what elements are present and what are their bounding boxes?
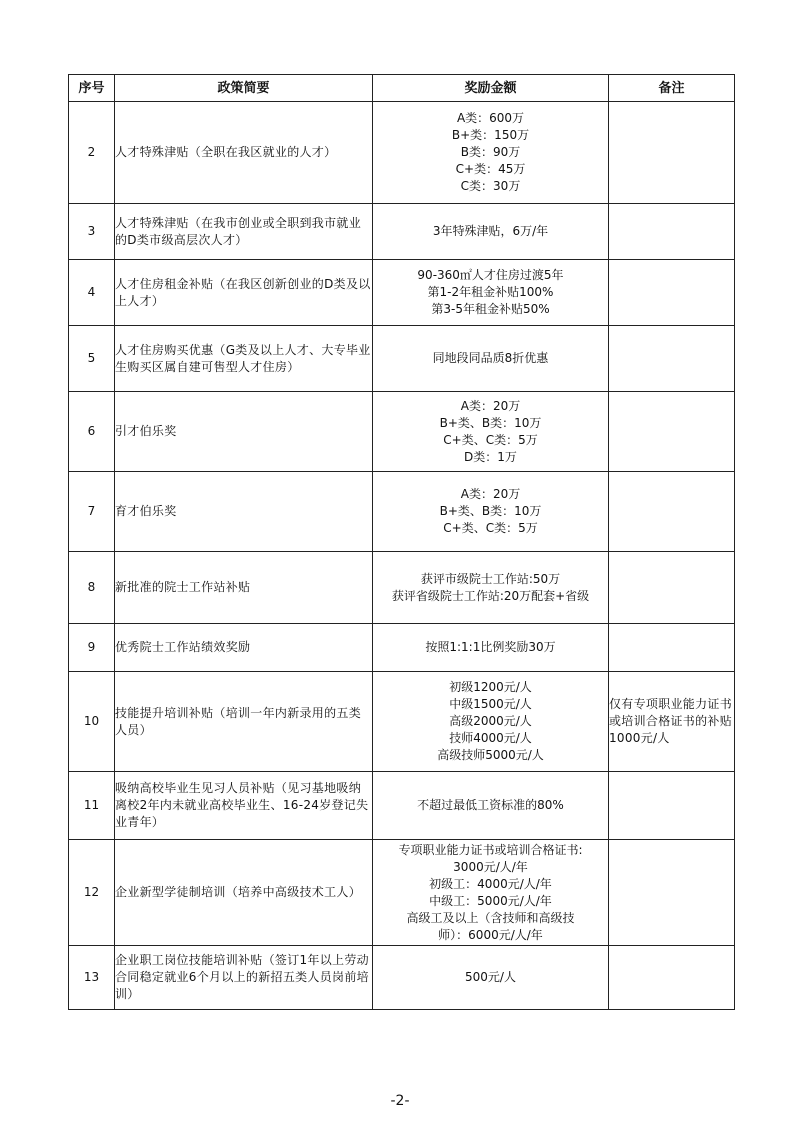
reward-amount [373,326,609,392]
table-row [69,326,735,392]
row-number: 4 [69,260,115,326]
policy-summary: 企业职工岗位技能培训补贴（签订1年以上劳动合同稳定就业6个月以上的新招五类人员岗前培训） [115,946,373,1010]
amount-line: 中级工：5000元/人/年 [429,893,552,908]
amount-line: B+类：150万 [451,128,530,142]
policy-summary: 人才特殊津贴（在我市创业或全职到我市就业的D类市级高层次人才） [115,204,373,260]
amount-line: A类：20万 [460,487,521,501]
note: 仅有专项职业能力证书或培训合格证书的补贴1000元/人 [609,672,735,772]
note [609,102,735,204]
amount-line: 3年特殊津贴，6万/年 [432,224,549,238]
note [609,392,735,472]
policy-summary: 企业新型学徒制培训（培养中高级技术工人） [115,840,373,946]
note [609,552,735,624]
table-row [69,260,735,326]
amount-line: 获评市级院士工作站:50万 [420,571,561,586]
note [609,326,735,392]
reward-amount [373,772,609,840]
table-row [69,102,735,204]
row-number: 6 [69,392,115,472]
amount-line: B+类、B类：10万 [439,504,542,518]
reward-amount [373,840,609,946]
table-row [69,472,735,552]
header-no: 序号 [69,75,115,102]
header-note: 备注 [609,75,735,102]
policy-summary: 新批准的院士工作站补贴 [115,552,373,624]
amount-line: 高级工及以上（含技师和高级技 [406,910,575,925]
amount-line: 第1-2年租金补贴100% [427,285,554,299]
policy-summary: 人才住房购买优惠（G类及以上人才、大专毕业生购买区属自建可售型人才住房） [115,326,373,392]
amount-line: 专项职业能力证书或培训合格证书: [398,842,583,857]
note [609,204,735,260]
table-row [69,840,735,946]
row-number: 10 [69,672,115,772]
amount-line: 获评省级院士工作站:20万配套+省级 [391,588,590,603]
note [609,472,735,552]
row-number: 11 [69,772,115,840]
amount-line: A类：20万 [460,398,521,413]
amount-line: 同地段同品质8折优惠 [432,351,549,365]
header-policy: 政策简要 [115,75,373,102]
amount-line: D类：1万 [464,449,517,464]
row-number: 2 [69,102,115,204]
table-row [69,672,735,772]
reward-amount [373,102,609,204]
note [609,260,735,326]
amount-line: 技师4000元/人 [449,731,532,745]
note [609,624,735,672]
reward-amount [373,204,609,260]
table-row [69,624,735,672]
amount-line: C+类：45万 [455,162,526,176]
row-number: 5 [69,326,115,392]
policy-summary: 引才伯乐奖 [115,392,373,472]
amount-line: 500元/人 [465,970,516,984]
policy-summary: 技能提升培训补贴（培训一年内新录用的五类人员） [115,672,373,772]
policy-summary: 育才伯乐奖 [115,472,373,552]
reward-amount [373,472,609,552]
row-number: 3 [69,204,115,260]
row-number: 9 [69,624,115,672]
amount-line: A类：600万 [456,111,525,125]
reward-amount [373,260,609,326]
amount-line: 高级2000元/人 [449,714,532,728]
policy-summary: 吸纳高校毕业生见习人员补贴（见习基地吸纳离校2年内未就业高校毕业生、16-24岁登记失业青年） [115,772,373,840]
policy-table [68,74,735,1010]
amount-line: 第3-5年租金补贴50% [431,302,550,316]
policy-summary: 人才住房租金补贴（在我区创新创业的D类及以上人才） [115,260,373,326]
amount-line: 按照1:1:1比例奖励30万 [425,640,556,654]
amount-line: 高级技师5000元/人 [437,748,544,762]
amount-line: 师）：6000元/人/年 [438,927,543,942]
amount-line: 初级工：4000元/人/年 [429,876,552,891]
row-number: 13 [69,946,115,1010]
amount-line: 90-360㎡人才住房过渡5年 [417,268,564,282]
row-number: 8 [69,552,115,624]
table-row [69,946,735,1010]
table-row [69,204,735,260]
amount-line: 中级1500元/人 [449,697,532,711]
amount-line: C类：30万 [460,179,521,193]
table-row [69,552,735,624]
note [609,840,735,946]
amount-line: 初级1200元/人 [449,680,532,694]
amount-line: 不超过最低工资标准的80% [417,798,564,812]
amount-line: C+类、C类：5万 [443,521,538,535]
table-header-row [69,75,735,102]
amount-line: 3000元/人/年 [453,859,528,874]
table-row [69,772,735,840]
policy-summary: 优秀院士工作站绩效奖励 [115,624,373,672]
table-row [69,392,735,472]
reward-amount [373,392,609,472]
reward-amount [373,624,609,672]
reward-amount [373,552,609,624]
note [609,946,735,1010]
note [609,772,735,840]
amount-line: B+类、B类：10万 [439,415,542,430]
amount-line: C+类、C类：5万 [443,432,538,447]
row-number: 7 [69,472,115,552]
policy-summary: 人才特殊津贴（全职在我区就业的人才） [115,102,373,204]
reward-amount [373,946,609,1010]
reward-amount [373,672,609,772]
page-number: -2- [390,1093,410,1109]
amount-line: B类：90万 [460,145,521,159]
row-number: 12 [69,840,115,946]
header-amount: 奖励金额 [373,75,609,102]
